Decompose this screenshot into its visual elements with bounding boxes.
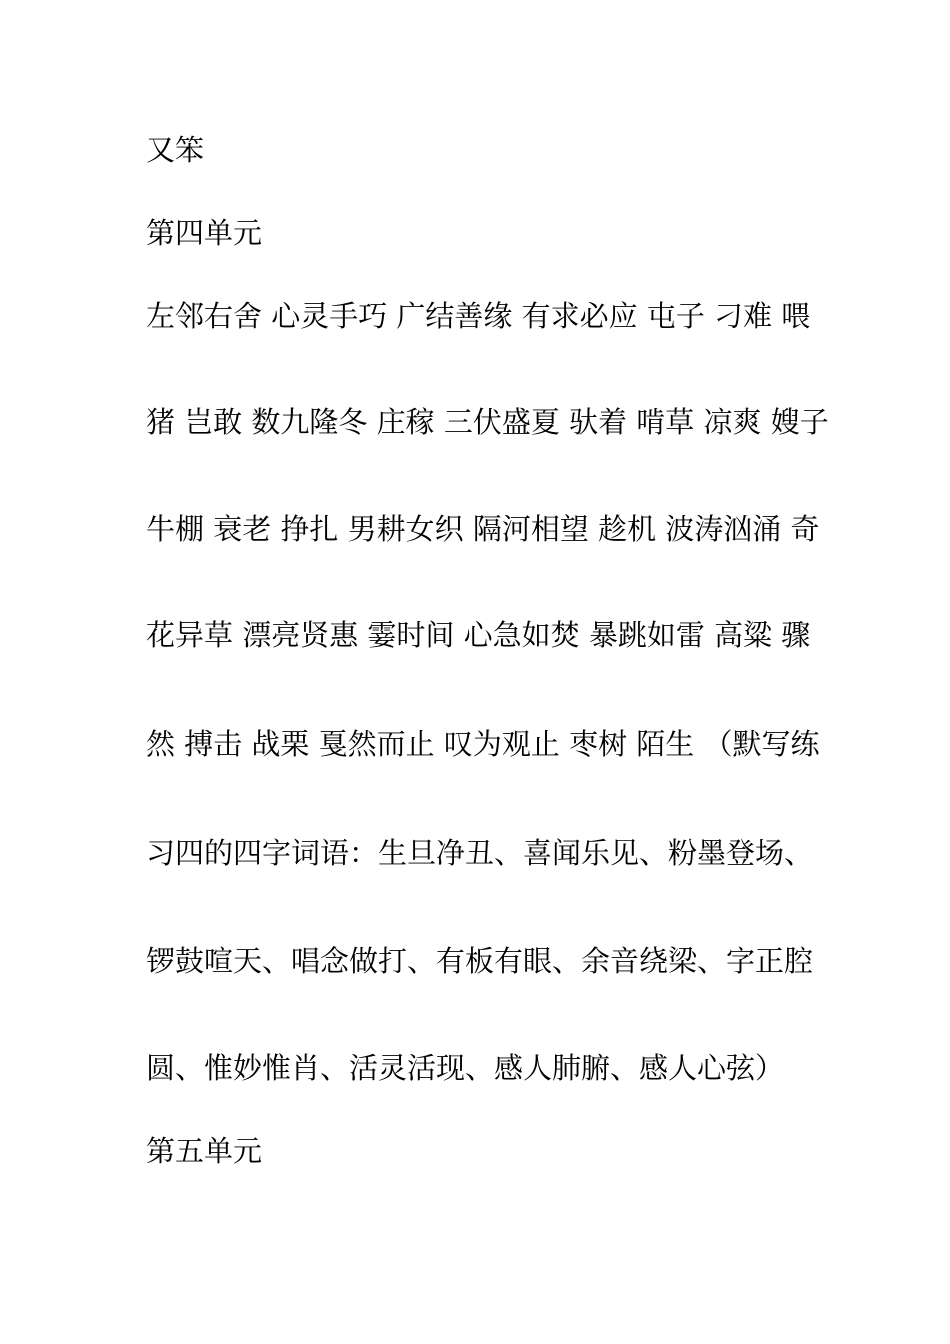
text-line: 花异草 漂亮贤惠 霎时间 心急如焚 暴跳如雷 高粱 骤: [146, 618, 811, 652]
text-line: 习四的四字词语：生旦净丑、喜闻乐见、粉墨登场、: [146, 836, 814, 870]
text-line: 牛棚 衰老 挣扎 男耕女织 隔河相望 趁机 波涛汹涌 奇: [146, 512, 820, 546]
section-heading: 第四单元: [146, 216, 263, 250]
text-line: 锣鼓喧天、唱念做打、有板有眼、余音绕梁、字正腔: [146, 944, 814, 978]
text-line: 然 搏击 战栗 戛然而止 叹为观止 枣树 陌生 （默写练: [146, 727, 820, 761]
text-line: 又笨: [146, 133, 205, 167]
text-line: 猪 岂敢 数九隆冬 庄稼 三伏盛夏 驮着 啃草 凉爽 嫂子: [146, 405, 829, 439]
text-line: 圆、惟妙惟肖、活灵活现、感人肺腑、感人心弦）: [146, 1051, 785, 1085]
text-line: 左邻右舍 心灵手巧 广结善缘 有求必应 屯子 刁难 喂: [146, 299, 811, 333]
section-heading: 第五单元: [146, 1134, 263, 1168]
